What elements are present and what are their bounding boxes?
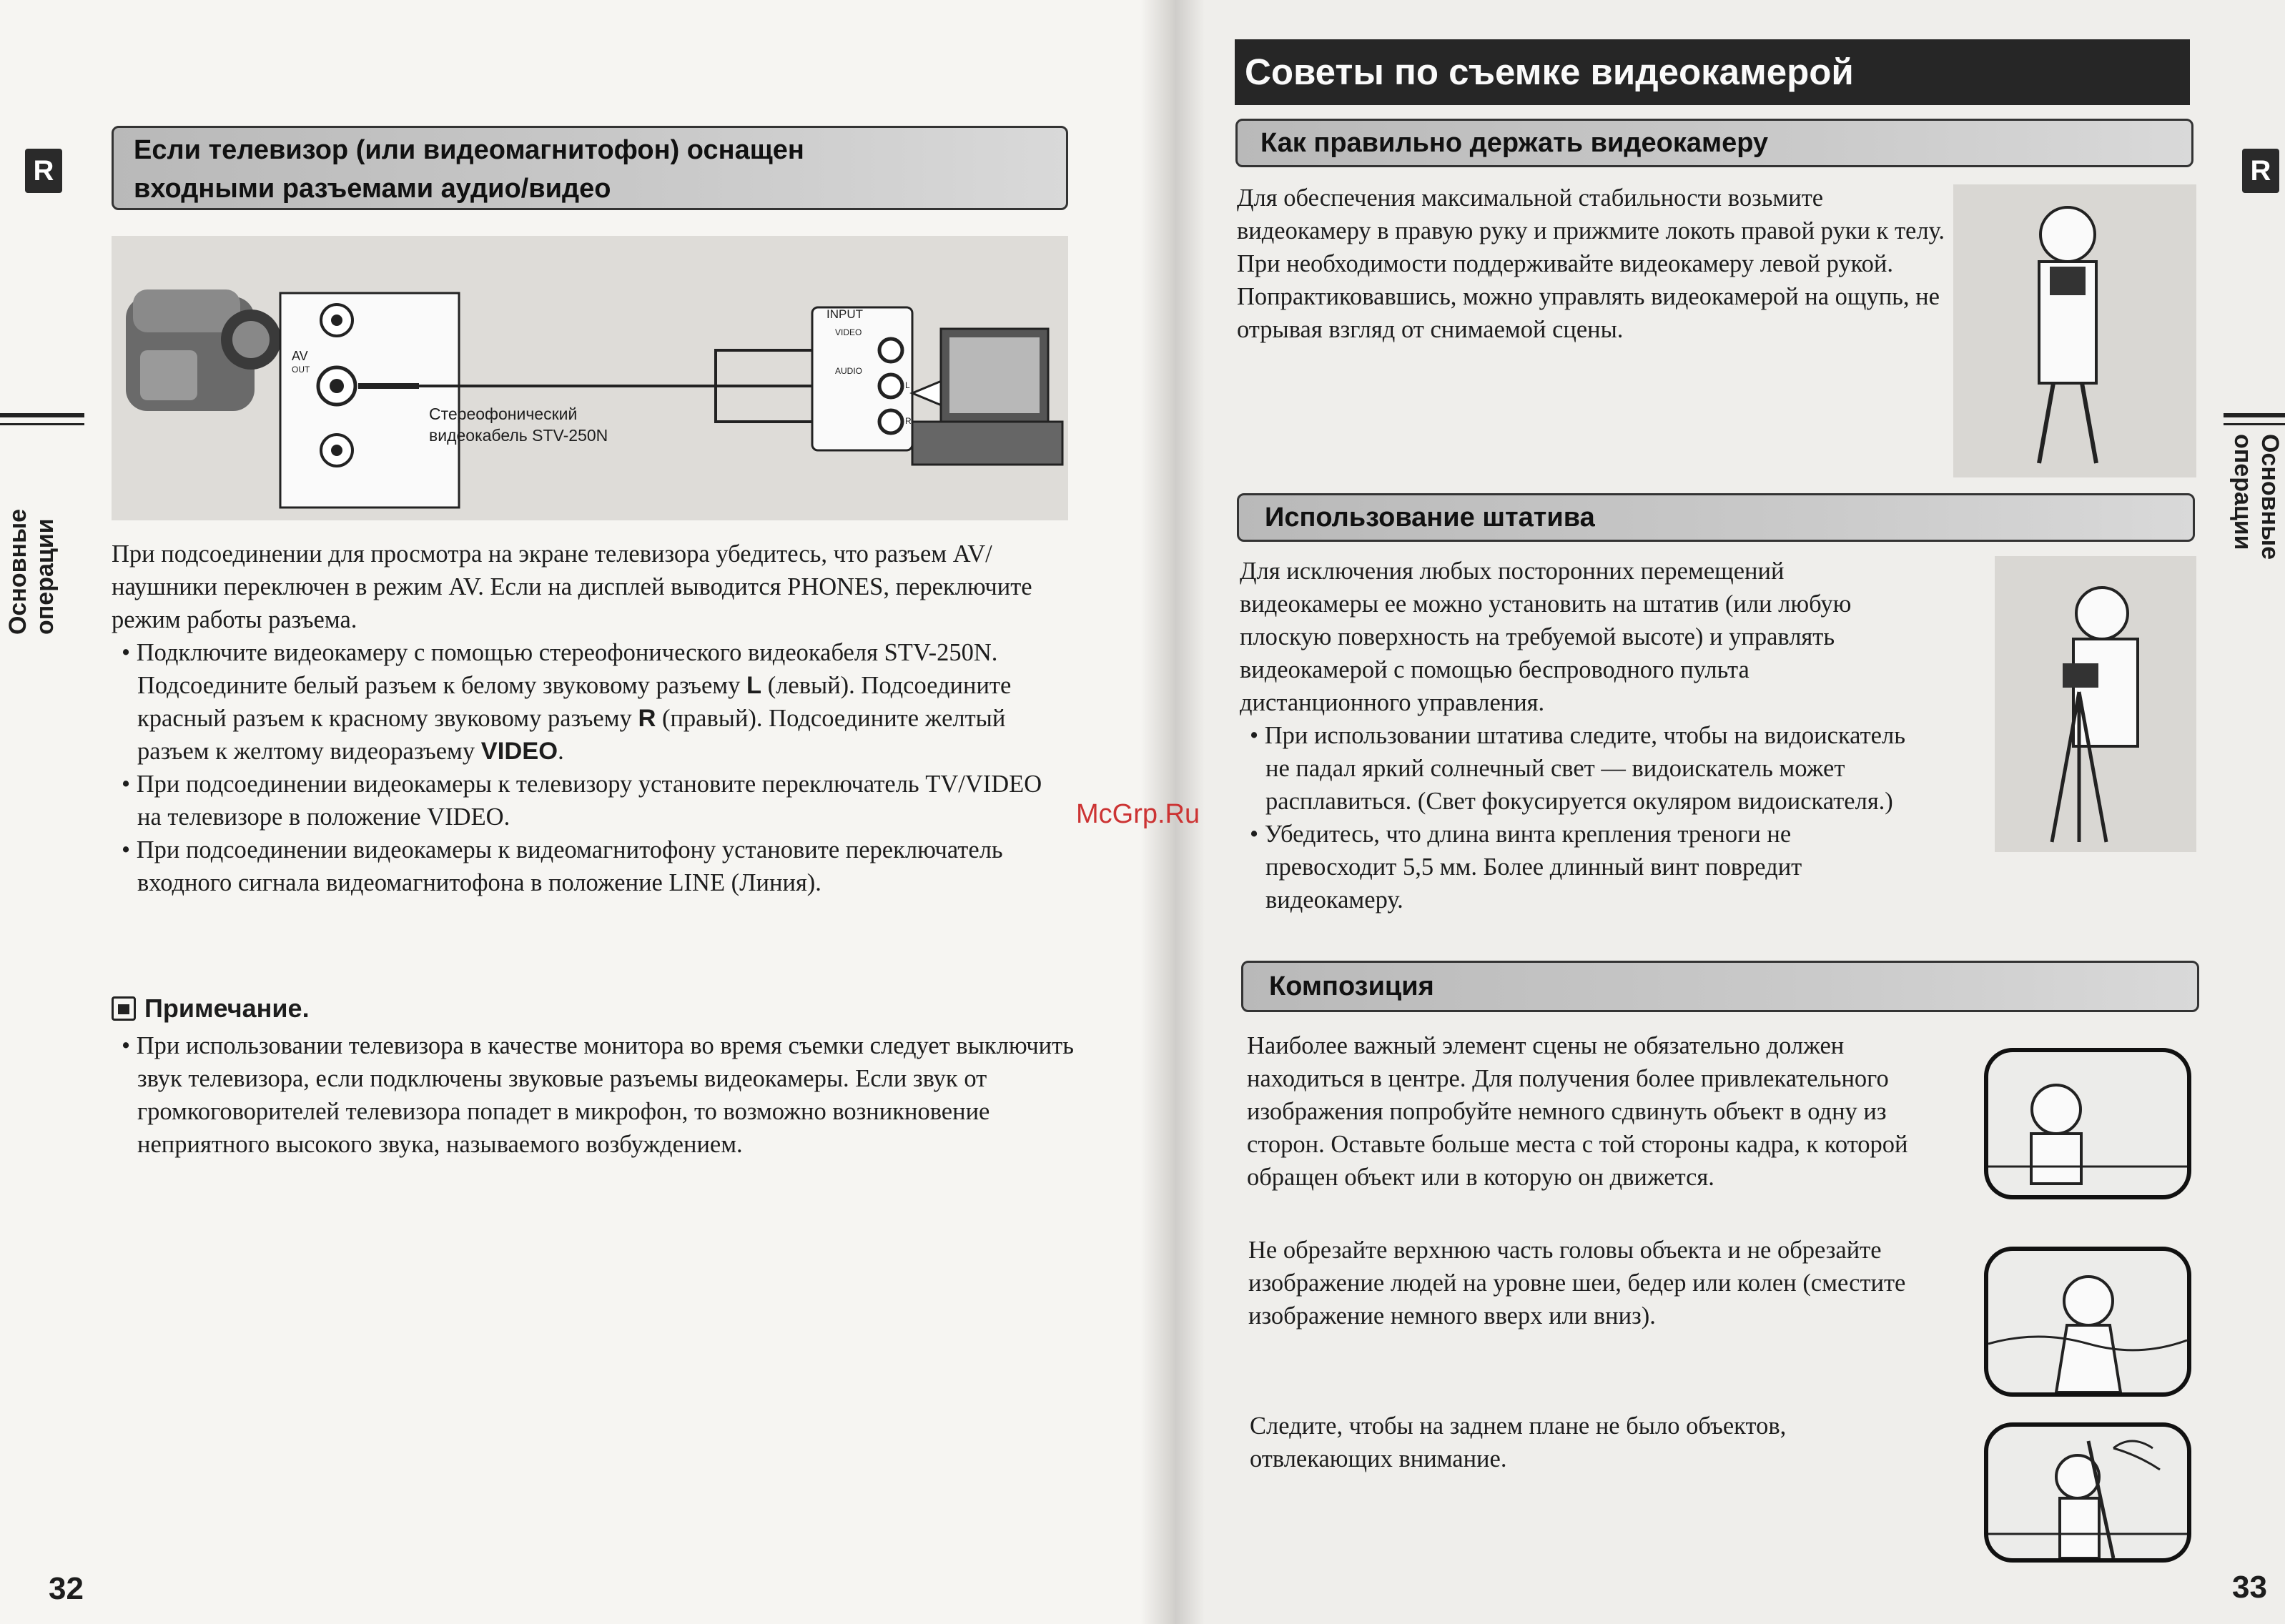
audio-jack-label: AUDIO xyxy=(835,366,863,376)
out-label: OUT xyxy=(292,365,310,375)
bullet-connect-b: (левый). Подсоедините красный разъем к красному звуковому разъему xyxy=(137,672,1012,732)
composition-para3: Следите, чтобы на заднем плане не было объектов, отвлекающих внимание. xyxy=(1250,1412,1787,1472)
cable-caption-line1: Стереофонический xyxy=(429,405,578,423)
side-label-line1: Основные xyxy=(4,508,31,635)
camcorder-drawing xyxy=(126,289,281,411)
watermark: McGrp.Ru xyxy=(1076,799,1200,829)
bullet-vcr-line: • При подсоединении видеокамеры к видеомагнитофону установите переключатель входного сигнала видеомагнитофона в положение LINE (Линия). xyxy=(112,833,1070,899)
side-label xyxy=(2229,434,2284,560)
tripod-illustration xyxy=(1995,556,2196,852)
note-section xyxy=(112,994,1074,1161)
jack-r: R xyxy=(638,705,656,732)
side-label xyxy=(4,509,59,635)
left-body xyxy=(112,538,1070,899)
side-label-line2: операции xyxy=(2229,433,2256,550)
r-jack-label: R xyxy=(905,416,912,426)
tripod-bullet-sun: • При использовании штатива следите, чтобы на видоискатель не падал яркий солнечный свет — видоискатель может расплавиться. (Свет фокусируется окуляром видоискателя.) xyxy=(1240,719,1919,818)
note-header xyxy=(112,994,1070,1024)
composition-para1: Наиболее важный элемент сцены не обязательно должен находиться в центре. Для получения более привлекательного изображения попробуйте немного сдвинуть объект в одну из сторон. Оставьте больше места с той стороны кадра, к которой обращен объект или в которую он движется. xyxy=(1247,1032,1908,1191)
section-tab-r: R xyxy=(2242,149,2279,193)
bullet-connect-d: . xyxy=(558,738,564,765)
composition-frame-head xyxy=(1984,1247,2191,1397)
cable-caption-line2: видеокабель STV-250N xyxy=(429,426,608,445)
section-heading-hold: Как правильно держать видеокамеру xyxy=(1235,119,2193,167)
cable-caption xyxy=(429,403,608,446)
bullet-tv-video: • При подсоединении видеокамеры к телевизору установите переключатель TV/VIDEO на телевизоре в положение VIDEO. xyxy=(112,768,1070,833)
bullet-connect-a: Подключите видеокамеру с помощью стереофонического видеокабеля STV-250N. Подсоедините белый разъем к белому звуковому разъему xyxy=(136,639,998,699)
video-jack-label: VIDEO xyxy=(835,327,862,337)
side-rule xyxy=(2224,423,2285,425)
bullet-connect xyxy=(112,636,1070,768)
intro-paragraph: При подсоединении для просмотра на экране телевизора убедитесь, что разъем AV/наушники переключен в режим AV. Если на дисплей выводится PHONES, переключите режим работы разъема. xyxy=(112,540,1032,633)
av-label: AV xyxy=(292,349,308,363)
section-heading-composition: Композиция xyxy=(1241,961,2199,1012)
composition-para2: Не обрезайте верхнюю часть головы объекта и не обрезайте изображение людей на уровне шеи, бедер или колен (сместите изображение немного вверх или вниз). xyxy=(1248,1237,1906,1330)
side-label-line1: Основные xyxy=(2256,433,2284,560)
tripod-bullet-screw: • Убедитесь, что длина винта крепления треноги не превосходит 5,5 мм. Более длинный винт повредит видеокамеру. xyxy=(1240,818,1919,916)
jack-l: L xyxy=(746,672,762,699)
holding-camera-illustration xyxy=(1953,184,2196,477)
section-heading xyxy=(112,126,1068,210)
tripod-section xyxy=(1240,555,1919,916)
tripod-text: Для исключения любых посторонних перемещений видеокамеры ее можно установить на штатив (или любую плоскую поверхность на требуемой высоте) и управлять видеокамерой с помощью беспроводного пульта дистанционного управления. xyxy=(1240,558,1852,716)
input-label: INPUT xyxy=(826,307,863,321)
heading-line2: входными разъемами аудио/видео xyxy=(134,174,611,204)
l-jack-label: L xyxy=(905,380,910,390)
side-rule xyxy=(0,413,84,417)
hold-text: Для обеспечения максимальной стабильности возьмите видеокамеру в правую руку и прижмите локоть правой руки к телу. При необходимости поддерживайте видеокамеру левой рукой. Попрактиковавшись, можно управлять видеокамерой на ощупь, не отрывая взгляд от снимаемой сцены. xyxy=(1237,184,1945,343)
page-number: 33 xyxy=(2232,1570,2267,1605)
side-label-line2: операции xyxy=(31,518,59,635)
side-rule xyxy=(2224,413,2285,417)
page-title: Советы по съемке видеокамерой xyxy=(1235,39,2190,105)
page-number: 32 xyxy=(49,1571,84,1606)
composition-frame-background xyxy=(1984,1422,2191,1563)
heading-line1: Если телевизор (или видеомагнитофон) оснащен xyxy=(134,135,804,165)
jack-video: VIDEO xyxy=(480,738,558,765)
note-text: • При использовании телевизора в качестве монитора во время съемки следует выключить звук телевизора, если подключены звуковые разъемы видеокамеры. Если звук от громкоговорителей телевизора попадет в микрофон, то возможно возникновение неприятного высокого звука, называемого возбуждением. xyxy=(112,1029,1095,1161)
note-icon xyxy=(112,996,136,1021)
connection-diagram xyxy=(112,236,1068,520)
note-title: Примечание. xyxy=(144,994,310,1023)
composition-frame-offcenter xyxy=(1984,1048,2191,1199)
section-heading-tripod: Использование штатива xyxy=(1237,493,2195,542)
bullet-connect-c: (правый). Подсоедините желтый разъем к желтому видеоразъему xyxy=(137,705,1006,765)
side-rule xyxy=(0,423,84,425)
section-tab-r: R xyxy=(25,149,62,193)
